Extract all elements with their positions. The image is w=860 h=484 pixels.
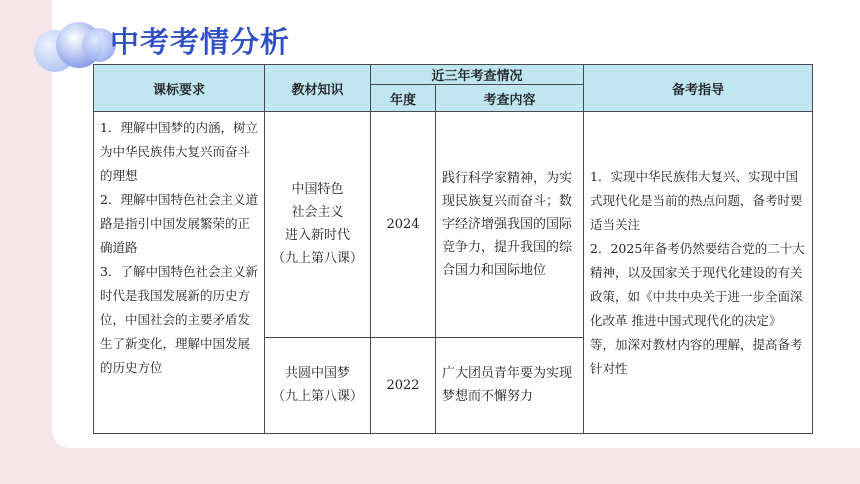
knowledge-line: 进入新时代 <box>284 228 350 244</box>
knowledge-line: （九上第八课） <box>271 389 363 405</box>
knowledge-line: （九上第八课） <box>271 251 363 267</box>
requirement-item: 2．理解中国特色社会主义道路是指引中国发展繁荣的正确道路 <box>100 192 258 255</box>
content-cell: 践行科学家精神，为实现民族复兴而奋斗；数字经济增强我国的国际竞争力，提升我国的综合国力和国际地位 <box>436 112 584 338</box>
guidance-item: 1．实现中华民族伟大复兴、实现中国式现代化是当前的热点问题，备考时要适当关注 <box>590 168 803 232</box>
header-exam-situation: 近三年考查情况 <box>371 65 584 85</box>
header-guidance: 备考指导 <box>584 65 813 112</box>
knowledge-line: 共圆中国梦 <box>284 366 350 382</box>
header-content: 考查内容 <box>436 85 584 112</box>
knowledge-line: 中国特色 <box>291 182 344 198</box>
year-cell: 2022 <box>371 337 436 433</box>
requirement-item: 3．了解中国特色社会主义新时代是我国发展新的历史方位，中国社会的主要矛盾发生了新变化，理解中国发展的历史方位 <box>100 264 258 375</box>
guidance-item: 2．2025年备考仍然要结合党的二十大精神，以及国家关于现代化建设的有关政策，如《中共中央关于进一步全面深化改革 推进中国式现代化的决定》等，加深对教材内容的理解，提高备考针对性 <box>590 240 805 376</box>
knowledge-line: 社会主义 <box>291 205 344 221</box>
requirements-cell <box>94 112 265 434</box>
table-row <box>94 112 813 338</box>
requirement-item: 1．理解中国梦的内涵，树立为中华民族伟大复兴而奋斗的理想 <box>100 120 258 183</box>
header-year: 年度 <box>371 85 436 112</box>
header-knowledge: 教材知识 <box>265 65 371 112</box>
content-cell: 广大团员青年要为实现梦想而不懈努力 <box>436 337 584 433</box>
guidance-cell <box>584 112 813 434</box>
year-cell: 2024 <box>371 112 436 338</box>
knowledge-cell <box>265 112 371 338</box>
page-title: 中考考情分析 <box>110 25 291 59</box>
header-requirements: 课标要求 <box>94 65 265 112</box>
exam-analysis-table <box>93 64 813 434</box>
knowledge-cell <box>265 337 371 433</box>
